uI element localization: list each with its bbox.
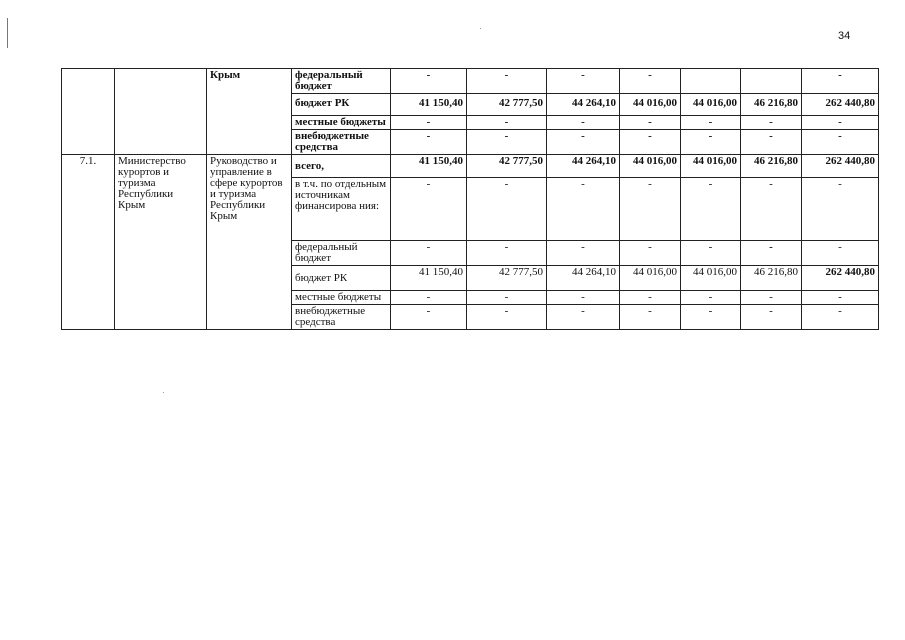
scan-edge-line [7,18,8,48]
value-cell: - [391,69,467,94]
activity-cell: Руководство и управление в сфере курортов и туризма Республики Крым [207,155,292,330]
source-cell: внебюджетные средства [292,130,391,155]
value-cell: - [741,178,802,241]
value-cell: 42 777,50 [467,155,547,178]
value-cell: - [741,116,802,130]
item-number-cell: 7.1. [62,155,115,330]
value-cell: - [802,116,879,130]
source-cell: федеральный бюджет [292,241,391,266]
value-cell: 44 016,00 [681,155,741,178]
value-cell: - [802,291,879,305]
value-cell: - [620,241,681,266]
source-cell: бюджет РК [292,94,391,116]
value-cell: - [802,305,879,330]
source-cell: федеральный бюджет [292,69,391,94]
value-cell: 262 440,80 [802,155,879,178]
value-cell: - [681,241,741,266]
value-cell: 46 216,80 [741,94,802,116]
value-cell: 44 264,10 [547,266,620,291]
value-cell: - [467,116,547,130]
funding-table [61,68,879,330]
value-cell: 41 150,40 [391,94,467,116]
value-cell [681,69,741,94]
value-cell: - [467,130,547,155]
value-cell: 44 016,00 [681,266,741,291]
value-cell: - [547,116,620,130]
value-cell: 46 216,80 [741,155,802,178]
value-cell: - [391,305,467,330]
value-cell: - [391,116,467,130]
value-cell: - [620,305,681,330]
value-cell: 41 150,40 [391,266,467,291]
value-cell: - [620,178,681,241]
value-cell: - [802,178,879,241]
value-cell: 44 264,10 [547,155,620,178]
value-cell: 262 440,80 [802,266,879,291]
value-cell: 46 216,80 [741,266,802,291]
value-cell: - [467,178,547,241]
value-cell: 42 777,50 [467,266,547,291]
value-cell: - [467,241,547,266]
value-cell: - [681,130,741,155]
value-cell: - [620,291,681,305]
executor-cell: Министерство курортов и туризма Республики Крым [115,155,207,330]
table-row [62,69,879,94]
value-cell: 44 264,10 [547,94,620,116]
activity-cell: Крым [207,69,292,155]
table-row [62,155,879,178]
value-cell: - [391,241,467,266]
value-cell: - [467,305,547,330]
value-cell: - [802,130,879,155]
value-cell: - [547,241,620,266]
value-cell: - [802,241,879,266]
value-cell: - [681,305,741,330]
value-cell: - [802,69,879,94]
source-cell: местные бюджеты [292,291,391,305]
value-cell: - [681,178,741,241]
value-cell: 41 150,40 [391,155,467,178]
scan-speck [480,28,481,29]
value-cell: 44 016,00 [681,94,741,116]
value-cell: - [547,69,620,94]
value-cell: - [741,291,802,305]
number-cell [62,69,115,155]
source-cell: бюджет РК [292,266,391,291]
value-cell: - [547,130,620,155]
value-cell: - [620,116,681,130]
value-cell: 44 016,00 [620,155,681,178]
value-cell: 44 016,00 [620,94,681,116]
value-cell: - [467,69,547,94]
executor-cell [115,69,207,155]
value-cell: - [741,241,802,266]
value-cell: - [391,178,467,241]
value-cell: - [467,291,547,305]
value-cell: - [547,291,620,305]
value-cell [741,69,802,94]
value-cell: 42 777,50 [467,94,547,116]
scan-speck [163,392,164,393]
value-cell: - [681,116,741,130]
value-cell: - [741,305,802,330]
value-cell: 44 016,00 [620,266,681,291]
value-cell: - [391,291,467,305]
source-cell: в т.ч. по отдельным источникам финансирова ния: [292,178,391,241]
value-cell: - [391,130,467,155]
source-cell: внебюджетные средства [292,305,391,330]
value-cell: - [741,130,802,155]
page-number: 34 [838,30,851,42]
value-cell: - [681,291,741,305]
value-cell: - [620,130,681,155]
value-cell: - [547,178,620,241]
source-cell: всего, [292,155,391,178]
value-cell: - [547,305,620,330]
source-cell: местные бюджеты [292,116,391,130]
value-cell: 262 440,80 [802,94,879,116]
value-cell: - [620,69,681,94]
